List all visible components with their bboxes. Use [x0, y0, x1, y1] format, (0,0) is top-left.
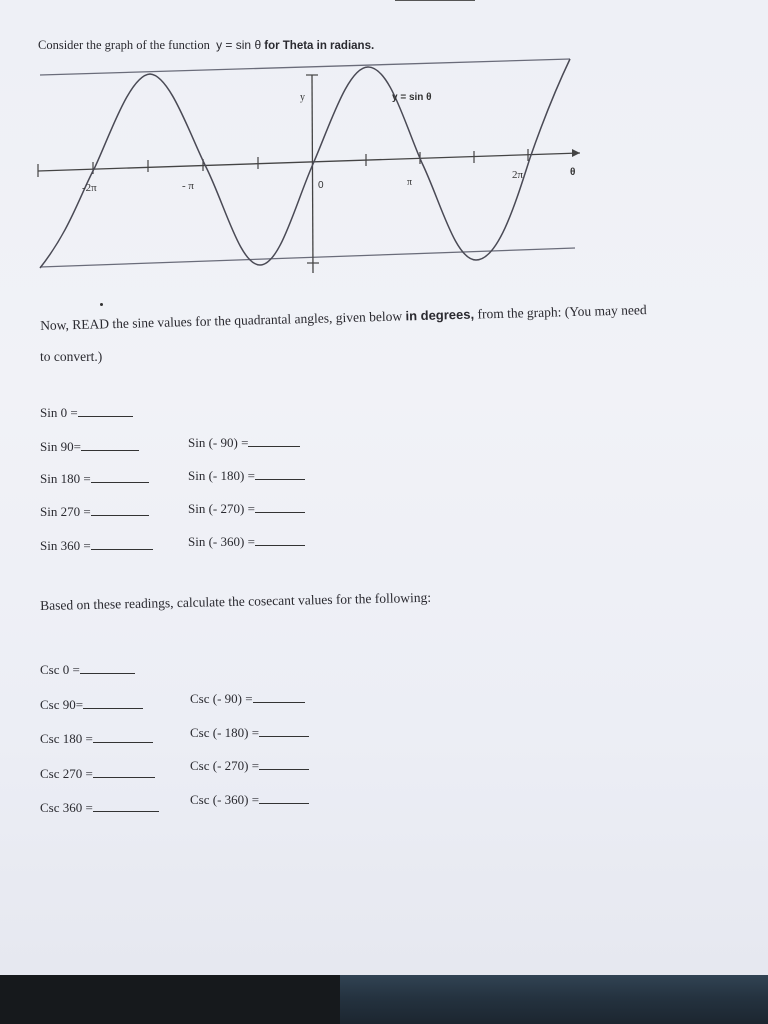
sin-90-item [40, 438, 139, 455]
csc-neg-180-answer-blank[interactable] [259, 724, 309, 737]
csc-360-item [40, 799, 159, 816]
sine-graph [30, 55, 590, 280]
csc-neg-270-answer-blank[interactable] [259, 757, 309, 770]
tick-label-neg-2pi: -2π [82, 182, 97, 194]
sin-neg-180-label: Sin (- 180) = [188, 468, 255, 483]
sin-0-label: Sin 0 = [40, 405, 78, 420]
sin-neg-270-answer-blank[interactable] [255, 500, 305, 513]
x-axis-label: θ [570, 167, 576, 178]
csc-0-item [40, 661, 135, 678]
top-rule [395, 0, 475, 1]
csc-neg-180-item [190, 724, 309, 741]
sin-neg-360-label: Sin (- 360) = [188, 534, 255, 549]
instructions-line-1 [40, 302, 647, 334]
sin-neg-270-label: Sin (- 270) = [188, 501, 255, 516]
instructions-text-c: from the graph: (You may need [477, 302, 647, 322]
csc-neg-360-answer-blank[interactable] [259, 791, 309, 804]
csc-90-answer-blank[interactable] [83, 696, 143, 709]
csc-90-item [40, 696, 143, 713]
tick-label-zero: 0 [318, 180, 324, 191]
csc-360-answer-blank[interactable] [93, 799, 159, 812]
csc-270-answer-blank[interactable] [93, 765, 155, 778]
sin-neg-90-answer-blank[interactable] [248, 434, 300, 447]
csc-360-label: Csc 360 = [40, 800, 93, 815]
sin-90-label: Sin 90= [40, 439, 81, 454]
sin-neg-90-label: Sin (- 90) = [188, 435, 249, 450]
csc-180-item [40, 730, 153, 747]
function-label: y = sin θ [216, 38, 262, 52]
csc-neg-180-label: Csc (- 180) = [190, 725, 260, 740]
stray-dot [100, 303, 103, 306]
csc-270-item [40, 765, 155, 782]
y-axis-label: y [300, 92, 305, 103]
prompt-end: for Theta in radians. [264, 40, 375, 52]
csc-neg-90-item [190, 690, 305, 707]
sin-neg-90-item [188, 434, 300, 451]
csc-neg-270-item [190, 757, 309, 774]
sin-90-answer-blank[interactable] [81, 438, 139, 451]
sin-270-answer-blank[interactable] [91, 503, 149, 516]
sin-neg-180-answer-blank[interactable] [255, 467, 305, 480]
tick-label-pi: π [407, 177, 413, 188]
curve-label: y = sin θ [392, 92, 432, 103]
cosecant-intro: Based on these readings, calculate the cosecant values for the following: [40, 589, 432, 613]
sin-270-item [40, 503, 149, 520]
x-axis [38, 153, 580, 171]
sin-0-answer-blank[interactable] [78, 404, 133, 417]
csc-270-label: Csc 270 = [40, 766, 93, 781]
desk-shadow [0, 968, 340, 1024]
sin-270-label: Sin 270 = [40, 504, 91, 519]
sin-neg-360-item [188, 533, 305, 550]
prompt-start: Consider the graph of the function [38, 38, 210, 52]
csc-neg-270-label: Csc (- 270) = [190, 758, 260, 773]
csc-neg-360-item [190, 791, 309, 808]
tick-label-2pi: 2π [512, 169, 524, 181]
sin-180-label: Sin 180 = [40, 471, 91, 486]
sin-180-item [40, 470, 149, 487]
y-axis [312, 75, 313, 273]
upper-bound-line [40, 59, 570, 75]
csc-180-label: Csc 180 = [40, 731, 93, 746]
instructions-text-a: Now, READ the sine values for the quadrantal angles, given below [40, 308, 403, 333]
csc-neg-360-label: Csc (- 360) = [190, 792, 260, 807]
csc-180-answer-blank[interactable] [93, 730, 153, 743]
sin-0-item [40, 404, 133, 421]
sin-360-answer-blank[interactable] [91, 537, 153, 550]
csc-0-label: Csc 0 = [40, 662, 80, 677]
lower-bound-line [40, 248, 575, 267]
csc-neg-90-label: Csc (- 90) = [190, 691, 253, 706]
instructions-emphasis: in degrees, [405, 306, 475, 324]
sin-180-answer-blank[interactable] [91, 470, 149, 483]
sin-neg-270-item [188, 500, 305, 517]
sin-neg-360-answer-blank[interactable] [255, 533, 305, 546]
tick-label-neg-pi: - π [182, 180, 194, 192]
csc-0-answer-blank[interactable] [80, 661, 135, 674]
sin-360-item [40, 537, 153, 554]
csc-neg-90-answer-blank[interactable] [253, 690, 305, 703]
csc-90-label: Csc 90= [40, 697, 84, 712]
question-prompt [38, 38, 374, 53]
sin-360-label: Sin 360 = [40, 538, 91, 553]
sine-curve [40, 59, 570, 268]
sin-neg-180-item [188, 467, 305, 484]
x-axis-arrow [572, 149, 580, 157]
instructions-line-2: to convert.) [40, 349, 103, 364]
